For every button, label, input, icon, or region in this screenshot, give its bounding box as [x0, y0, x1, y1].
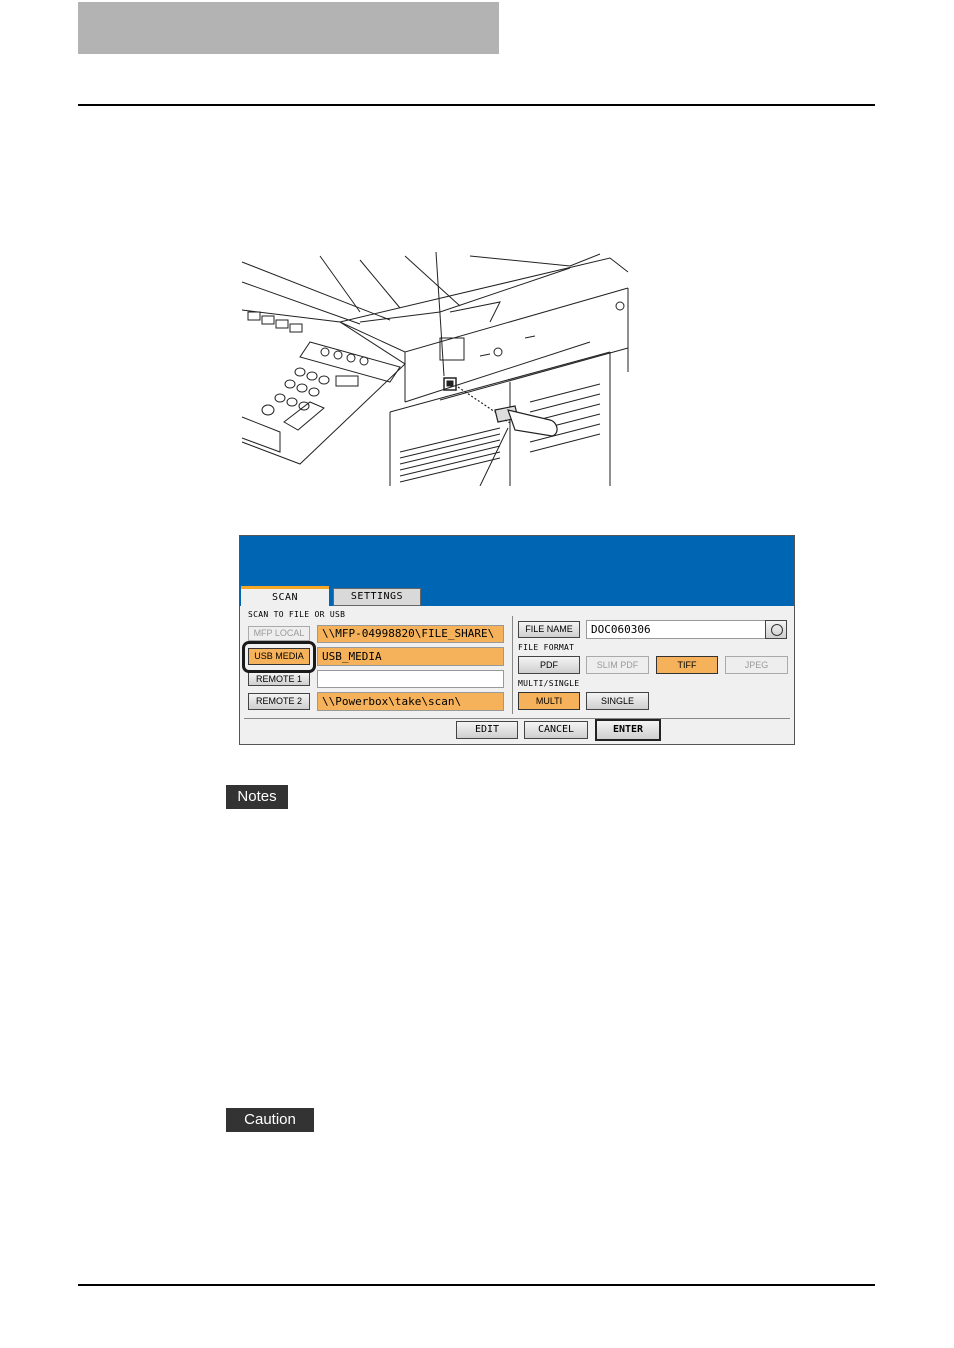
multi-single-label: MULTI/SINGLE [518, 679, 580, 688]
multi-button[interactable]: MULTI [518, 692, 580, 710]
enter-button[interactable]: ENTER [595, 719, 661, 741]
remote-1-button[interactable]: REMOTE 1 [248, 672, 310, 686]
remote-1-path [317, 670, 504, 688]
top-rule [78, 104, 875, 106]
mfp-local-button[interactable]: MFP LOCAL [248, 626, 310, 641]
single-button[interactable]: SINGLE [586, 692, 649, 710]
usb-media-path: USB_MEDIA [317, 647, 504, 666]
tab-scan[interactable]: SCAN [241, 586, 329, 607]
panel-divider [512, 616, 513, 714]
caution-label: Caution [226, 1108, 314, 1132]
format-jpeg-button[interactable]: JPEG [725, 656, 788, 674]
format-slim-pdf-button[interactable]: SLIM PDF [586, 656, 649, 674]
format-pdf-button[interactable]: PDF [518, 656, 580, 674]
header-band [78, 2, 499, 54]
mfp-local-path: \\MFP-04998820\FILE_SHARE\ [317, 625, 504, 643]
file-name-field[interactable]: DOC060306 [586, 620, 766, 639]
scan-touch-panel [239, 535, 795, 745]
remote-2-path: \\Powerbox\take\scan\ [317, 692, 504, 711]
usb-media-highlight [242, 641, 316, 673]
usb-port-illustration [240, 252, 630, 486]
usb-media-button[interactable]: USB MEDIA [248, 648, 310, 665]
remote-2-button[interactable]: REMOTE 2 [248, 693, 310, 710]
tab-settings[interactable]: SETTINGS [333, 588, 421, 606]
file-format-label: FILE FORMAT [518, 643, 575, 652]
panel-bottom-divider [244, 718, 790, 719]
bottom-rule [78, 1284, 875, 1286]
notes-label: Notes [226, 785, 288, 809]
file-name-button[interactable]: FILE NAME [518, 621, 580, 638]
clock-icon [771, 624, 783, 636]
section-title: SCAN TO FILE OR USB [248, 610, 346, 619]
edit-button[interactable]: EDIT [456, 721, 518, 739]
cancel-button[interactable]: CANCEL [524, 721, 588, 739]
clock-button[interactable] [765, 620, 787, 639]
format-tiff-button[interactable]: TIFF [656, 656, 718, 674]
panel-banner [240, 536, 794, 588]
